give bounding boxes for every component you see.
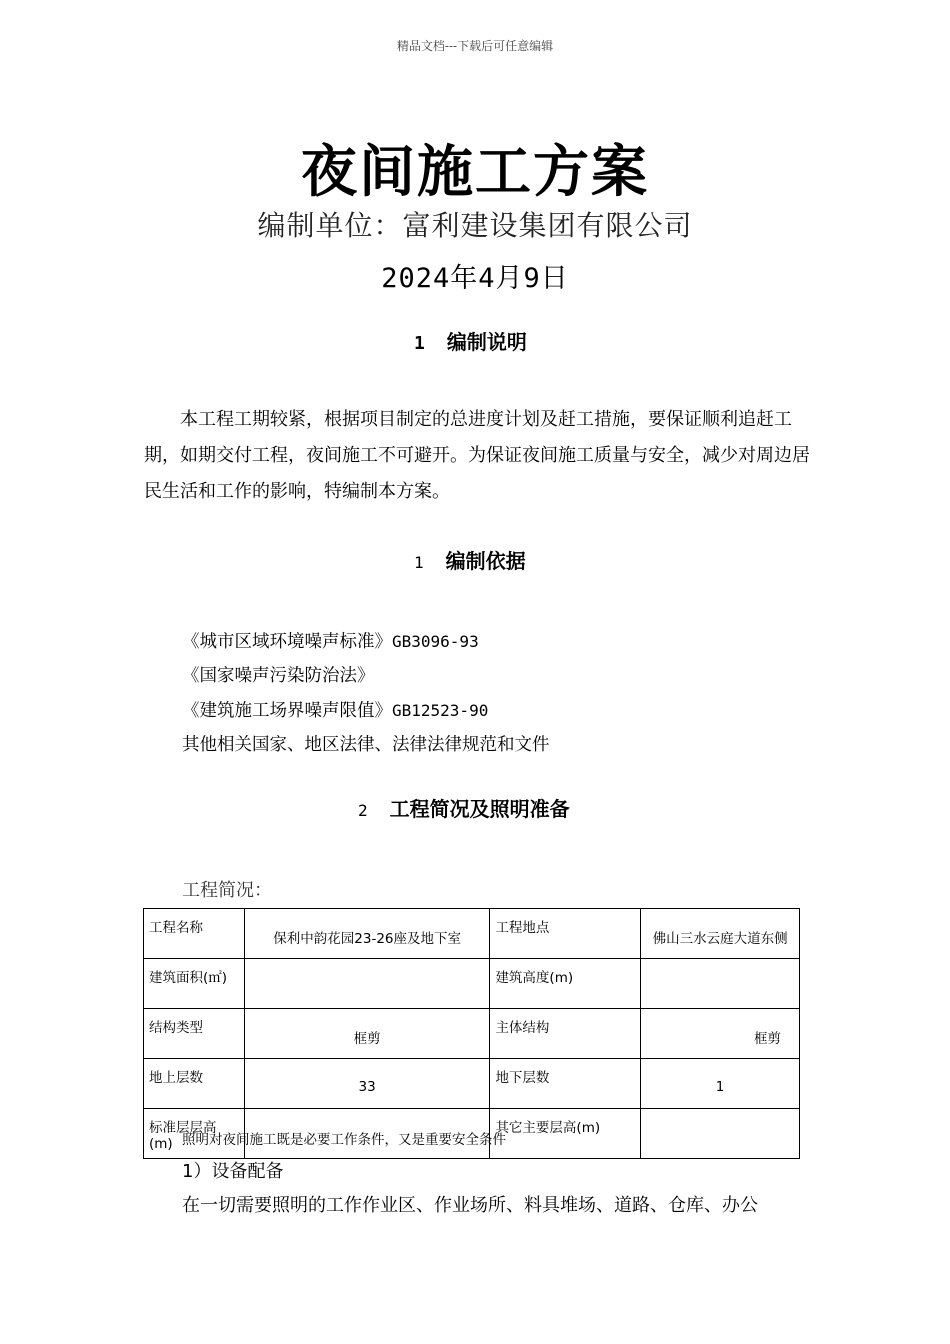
table-label: 其它主要层高(m)	[490, 1109, 641, 1159]
section-title: 编制说明	[446, 330, 527, 354]
section-number: 2	[358, 801, 368, 820]
table-label: 地下层数	[490, 1059, 641, 1109]
table-value: 框剪	[641, 1009, 800, 1059]
section-number: 1	[414, 553, 424, 572]
table-caption: 工程简况：	[182, 880, 272, 901]
section-heading-2	[414, 545, 526, 574]
equipment-text: 在一切需要照明的工作作业区、作业场所、料具堆场、道路、仓库、办公	[182, 1195, 758, 1216]
compiling-unit: 编制单位：富利建设集团有限公司	[257, 209, 693, 242]
section-heading-1	[414, 326, 527, 355]
basis-code: GB3096-93	[392, 632, 479, 651]
lighting-note: 照明对夜间施工既是必要工作条件，又是重要安全条件	[182, 1132, 506, 1148]
project-info-table	[143, 908, 800, 1159]
table-label: 工程地点	[490, 909, 641, 959]
equipment-heading: 1）设备配备	[182, 1161, 284, 1182]
page-header: 精品文档---下载后可任意编辑	[396, 39, 554, 53]
table-row	[144, 959, 800, 1009]
table-label: 建筑面积(㎡)	[144, 959, 245, 1009]
table-label: 标准层层高(m)	[144, 1109, 245, 1159]
intro-text: 本工程工期较紧，根据项目制定的总进度计划及赶工措施，要保证顺利追赶工期，如期交付工程，夜间施工不可避开。为保证夜间施工质量与安全，减少对周边居民生活和工作的影响，特编制本方案。	[144, 409, 810, 502]
table-value: 1	[641, 1059, 800, 1109]
basis-item	[182, 697, 488, 722]
basis-text: 其他相关国家、地区法律、法律法律规范和文件	[182, 735, 550, 755]
basis-item	[182, 628, 479, 653]
basis-code: GB12523-90	[392, 701, 489, 720]
table-label: 结构类型	[144, 1009, 245, 1059]
table-value	[641, 959, 800, 1009]
document-title: 夜间施工方案	[301, 139, 649, 205]
intro-paragraph	[144, 402, 814, 510]
document-date: 2024年4月9日	[381, 263, 569, 294]
section-number: 1	[414, 333, 425, 354]
table-value: 保利中韵花园23-26座及地下室	[244, 909, 490, 959]
table-value: 框剪	[244, 1009, 490, 1059]
table-label: 建筑高度(m)	[490, 959, 641, 1009]
table-row	[144, 1009, 800, 1059]
basis-item	[182, 662, 375, 687]
table-label: 工程名称	[144, 909, 245, 959]
table-value: 33	[244, 1059, 490, 1109]
table-label: 地上层数	[144, 1059, 245, 1109]
table-row	[144, 1059, 800, 1109]
section-title: 编制依据	[445, 549, 526, 573]
table-value	[244, 959, 490, 1009]
section-heading-3	[358, 793, 570, 822]
table-label: 主体结构	[490, 1009, 641, 1059]
basis-item	[182, 731, 550, 756]
table-value: 佛山三水云庭大道东侧	[641, 909, 800, 959]
table-row	[144, 909, 800, 959]
basis-text: 《国家噪声污染防治法》	[182, 666, 375, 686]
basis-text: 《城市区域环境噪声标准》	[182, 632, 392, 652]
basis-text: 《建筑施工场界噪声限值》	[182, 701, 392, 721]
table-value	[641, 1109, 800, 1159]
section-title: 工程简况及照明准备	[389, 797, 570, 821]
